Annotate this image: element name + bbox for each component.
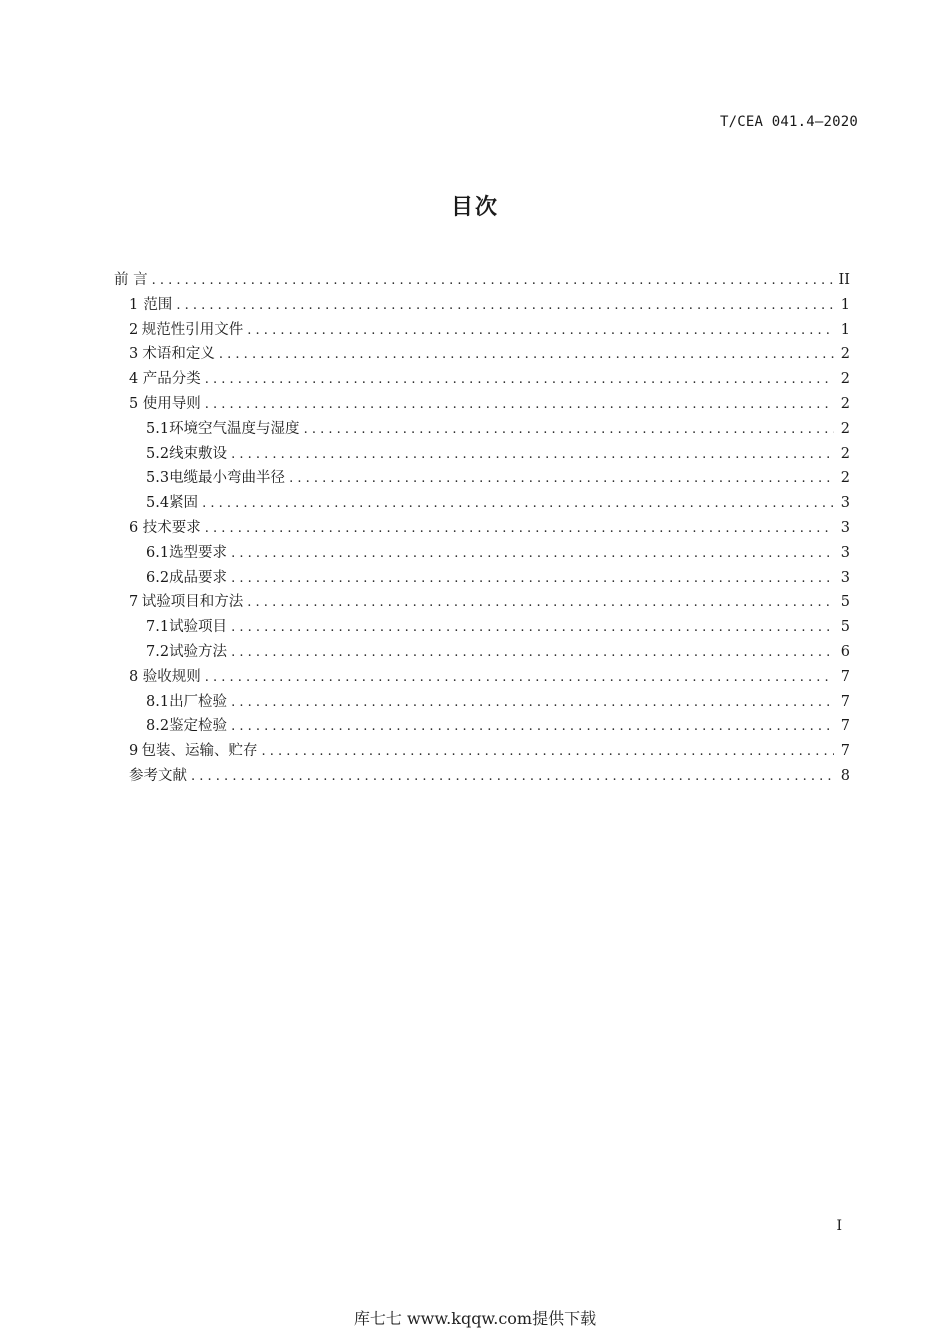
toc-entry-label: 包装、运输、贮存 [141, 743, 258, 760]
dot-leader [304, 422, 834, 437]
toc-entry-number: 5.2 [146, 445, 170, 462]
page-number: I [836, 1218, 842, 1234]
dot-leader [205, 372, 834, 387]
table-of-contents [114, 268, 850, 789]
toc-entry-2[interactable] [114, 318, 850, 343]
download-watermark: 库七七 www.kqqw.com提供下载 [353, 1309, 597, 1328]
dot-leader [205, 521, 834, 536]
toc-entry-3[interactable] [114, 342, 850, 367]
toc-entry-8-1[interactable] [114, 690, 850, 715]
dot-leader [231, 447, 834, 462]
toc-entry-number: 6.1 [146, 544, 170, 561]
dot-leader [231, 546, 834, 561]
toc-entry-page: 6 [840, 643, 850, 660]
toc-entry-page: 7 [840, 743, 850, 760]
dot-leader [247, 323, 834, 338]
toc-entry-page: 2 [840, 395, 850, 412]
toc-entry-page: 3 [840, 569, 850, 586]
dot-leader [261, 744, 834, 759]
toc-entry-page: 2 [840, 420, 850, 437]
toc-entry-number: 6 [129, 519, 139, 536]
page-title: 目次 [450, 195, 499, 220]
toc-entry-foreword[interactable] [114, 268, 850, 293]
toc-entry-number: 8 [129, 668, 139, 685]
dot-leader [205, 397, 834, 412]
toc-entry-5-3[interactable] [114, 466, 850, 491]
toc-entry-number: 5.1 [146, 420, 170, 437]
document-code: T/CEA 041.4—2020 [719, 114, 858, 130]
toc-entry-page: 5 [840, 594, 850, 611]
toc-entry-label: 电缆最小弯曲半径 [169, 470, 286, 487]
toc-entry-page: 2 [840, 371, 850, 388]
toc-entry-page: 1 [840, 296, 850, 313]
toc-entry-number: 5 [129, 395, 139, 412]
toc-entry-label: 出厂检验 [169, 693, 228, 710]
toc-entry-5-1[interactable] [114, 417, 850, 442]
toc-entry-number: 6.2 [146, 569, 170, 586]
toc-entry-7-1[interactable] [114, 615, 850, 640]
toc-entry-page: 8 [840, 767, 850, 784]
dot-leader [152, 273, 833, 288]
toc-entry-label: 参考文献 [129, 767, 187, 784]
toc-entry-page: 3 [840, 519, 850, 536]
toc-entry-label: 使用导则 [142, 395, 201, 412]
toc-entry-label: 成品要求 [169, 569, 228, 586]
dot-leader [231, 695, 834, 710]
dot-leader [247, 595, 834, 610]
toc-entry-page: 2 [840, 445, 850, 462]
dot-leader [231, 645, 834, 660]
toc-entry-page: 3 [840, 544, 850, 561]
toc-entry-5-2[interactable] [114, 442, 850, 467]
toc-entry-6-1[interactable] [114, 541, 850, 566]
toc-entry-8[interactable] [114, 665, 850, 690]
toc-entry-label: 范围 [143, 296, 173, 313]
toc-entry-page: 7 [840, 668, 850, 685]
toc-entry-number: 4 [129, 371, 139, 388]
toc-entry-label: 产品分类 [142, 371, 201, 388]
toc-entry-9[interactable] [114, 739, 850, 764]
toc-entry-page: II [838, 272, 850, 288]
toc-entry-label: 规范性引用文件 [141, 321, 244, 338]
toc-entry-page: 3 [840, 495, 850, 512]
dot-leader [231, 719, 834, 734]
toc-entry-number: 7.2 [146, 643, 170, 660]
toc-entry-label: 线束敷设 [169, 445, 228, 462]
dot-leader [205, 670, 834, 685]
dot-leader [219, 347, 834, 362]
toc-entry-page: 5 [840, 619, 850, 636]
toc-entry-number: 9 [129, 743, 139, 760]
toc-entry-label: 验收规则 [142, 668, 201, 685]
toc-entry-6-2[interactable] [114, 566, 850, 591]
toc-entry-number: 5.3 [146, 470, 170, 487]
dot-leader [231, 620, 834, 635]
toc-entry-7[interactable] [114, 590, 850, 615]
dot-leader [289, 471, 834, 486]
toc-entry-5[interactable] [114, 392, 850, 417]
toc-entry-number: 3 [129, 346, 139, 363]
toc-entry-number: 8.1 [146, 693, 170, 710]
toc-entry-label: 环境空气温度与湿度 [169, 420, 300, 437]
toc-entry-bibliography[interactable] [114, 764, 850, 789]
toc-entry-number: 8.2 [146, 718, 170, 735]
toc-entry-7-2[interactable] [114, 640, 850, 665]
dot-leader [231, 571, 834, 586]
toc-entry-number: 7 [129, 594, 139, 611]
toc-entry-number: 7.1 [146, 619, 170, 636]
toc-entry-label: 选型要求 [169, 544, 228, 561]
toc-entry-8-2[interactable] [114, 714, 850, 739]
dot-leader [202, 496, 834, 511]
toc-entry-label: 试验方法 [169, 643, 228, 660]
toc-entry-label: 鉴定检验 [169, 718, 228, 735]
toc-entry-label: 术语和定义 [142, 346, 215, 363]
toc-entry-6[interactable] [114, 516, 850, 541]
toc-entry-5-4[interactable] [114, 491, 850, 516]
dot-leader [191, 769, 834, 784]
toc-entry-page: 2 [840, 470, 850, 487]
dot-leader [176, 298, 834, 313]
toc-entry-label: 试验项目 [169, 619, 228, 636]
toc-entry-page: 7 [840, 718, 850, 735]
toc-entry-page: 7 [840, 693, 850, 710]
toc-entry-label: 前 言 [114, 272, 148, 288]
toc-entry-number: 1 [129, 296, 139, 313]
toc-entry-label: 技术要求 [142, 519, 201, 536]
toc-entry-label: 紧固 [169, 495, 199, 512]
toc-entry-1[interactable] [114, 293, 850, 318]
toc-entry-number: 5.4 [146, 495, 170, 512]
toc-entry-number: 2 [129, 321, 139, 338]
toc-entry-label: 试验项目和方法 [141, 594, 244, 611]
toc-entry-page: 1 [840, 321, 850, 338]
toc-entry-4[interactable] [114, 367, 850, 392]
toc-entry-page: 2 [840, 346, 850, 363]
